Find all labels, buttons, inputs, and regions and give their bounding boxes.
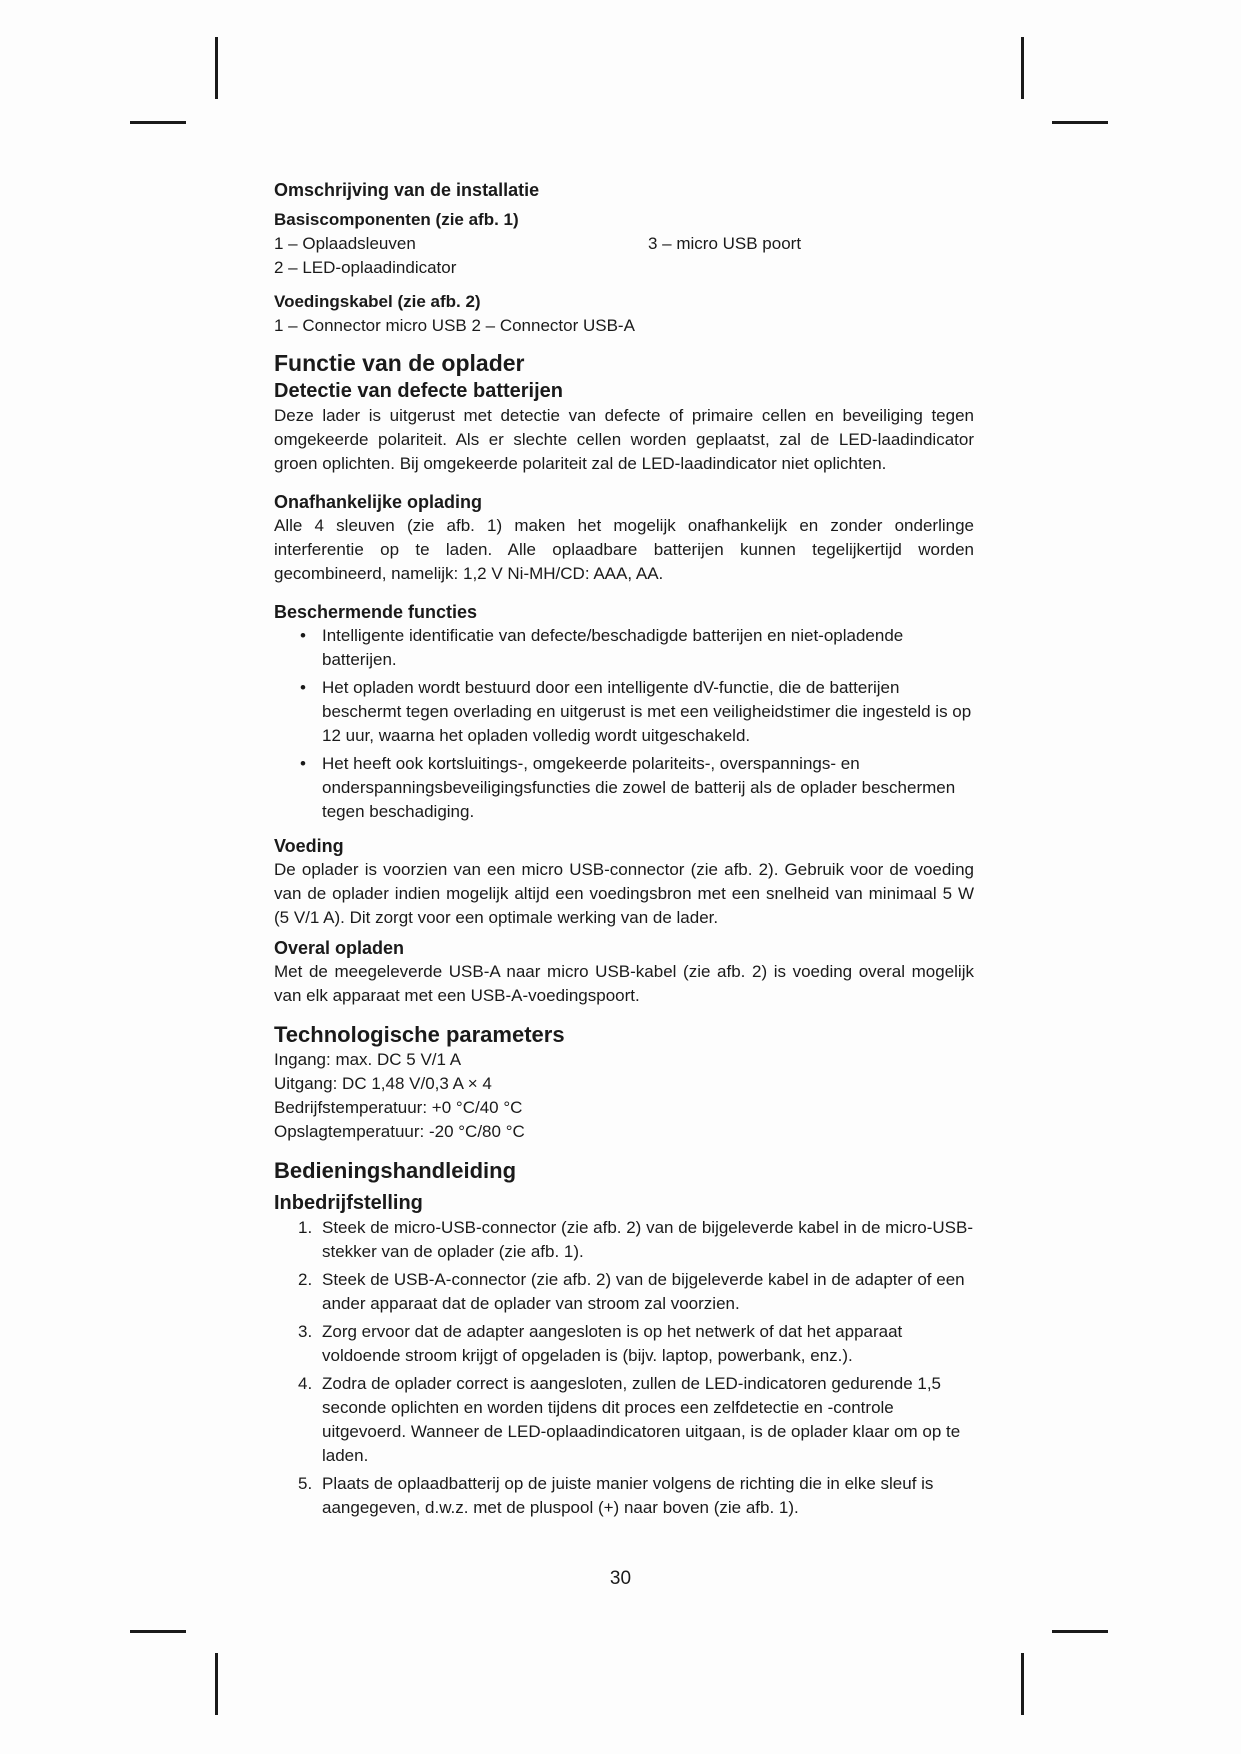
step-number: 5. (298, 1474, 313, 1493)
step-number: 2. (298, 1270, 313, 1289)
list-item: • Intelligente identificatie van defecte/beschadigde batterijen en niet-opladende batterijen. (300, 626, 904, 669)
crop-mark-top-left-vertical (215, 37, 218, 99)
power-text: De oplader is voorzien van een micro USB-connector (zie afb. 2). Gebruik voor de voeding van de oplader indien mogelijk altijd een voedingsbron met een snelheid van minimaal 5 W (5 V/1 A). Dit zorgt voor een optimale werking van de lader. (274, 860, 974, 927)
basic-components-heading: Basiscomponenten (zie afb. 1) (274, 210, 519, 229)
crop-mark-top-right-vertical (1021, 37, 1024, 99)
technical-input: Ingang: max. DC 5 V/1 A (274, 1050, 462, 1069)
startup-steps (274, 1216, 974, 1520)
basic-component-item: 3 – micro USB poort (648, 234, 802, 253)
step-number: 4. (298, 1374, 313, 1393)
list-item (298, 1268, 974, 1316)
bullet-icon: • (300, 754, 306, 773)
list-item: • Het heeft ook kortsluitings-, omgekeerde polariteits-, overspannings- en onderspanningsbeveiligingsfuncties die zowel de batterij als de oplader beschermen tegen beschadiging. (300, 754, 956, 821)
detection-text: Deze lader is uitgerust met detectie van defecte of primaire cellen en beveiliging tegen omgekeerde polariteit. Als er slechte cellen worden geplaatst, zal de LED-laadindicator groen oplichten. Bij omgekeerde polariteit zal de LED-laadindicator niet oplichten. (274, 406, 974, 473)
step-number: 3. (298, 1322, 313, 1341)
basic-component-item: 2 – LED-oplaadindicator (274, 258, 457, 277)
crop-mark-bottom-right-vertical (1021, 1653, 1024, 1715)
protective-heading: Beschermende functies (274, 602, 478, 622)
crop-mark-bottom-left-horizontal (130, 1630, 186, 1633)
crop-mark-top-left-horizontal (130, 121, 186, 124)
crop-mark-bottom-left-vertical (215, 1653, 218, 1715)
step-text: Plaats de oplaadbatterij op de juiste manier volgens de richting die in elke sleuf is aangegeven, d.w.z. met de pluspool (+) naar boven (zie afb. 1). (322, 1474, 934, 1517)
manual-title: Bedieningshandleiding (274, 1158, 517, 1183)
function-title: Functie van de oplader (274, 350, 525, 376)
basic-components-list (274, 232, 974, 280)
crop-mark-bottom-right-horizontal (1052, 1630, 1108, 1633)
technical-output: Uitgang: DC 1,48 V/0,3 A × 4 (274, 1074, 492, 1093)
basic-component-item: 1 – Oplaadsleuven (274, 234, 416, 253)
step-text: Zodra de oplader correct is aangesloten, zullen de LED-indicatoren gedurende 1,5 seconde oplichten en worden tijdens dit proces een zelfdetectie en -controle uitgevoerd. Wanneer de LED-oplaadindicatoren uitgaan, is de oplader klaar om op te laden. (322, 1374, 961, 1465)
protective-list (274, 624, 974, 824)
crop-mark-top-right-horizontal (1052, 121, 1108, 124)
list-item (298, 1320, 974, 1368)
installation-title: Omschrijving van de installatie (274, 180, 540, 200)
startup-heading: Inbedrijfstelling (274, 1192, 423, 1214)
power-heading: Voeding (274, 836, 344, 856)
bullet-icon: • (300, 678, 306, 697)
bullet-icon: • (300, 626, 306, 645)
power-cable-text: 1 – Connector micro USB 2 – Connector USB-A (274, 316, 635, 335)
independent-heading: Onafhankelijke oplading (274, 492, 483, 512)
step-number: 1. (298, 1218, 313, 1237)
technical-storage-temp: Opslagtemperatuur: -20 °C/80 °C (274, 1122, 525, 1141)
list-item (298, 1216, 974, 1264)
list-item: • Het opladen wordt bestuurd door een intelligente dV-functie, die de batterijen beschermt tegen overlading en uitgerust is met een veiligheidstimer die ingesteld is op 12 uur, waarna het opladen volledig wordt uitgeschakeld. (300, 678, 972, 745)
list-item (298, 1472, 974, 1520)
anywhere-heading: Overal opladen (274, 938, 405, 958)
detection-heading: Detectie van defecte batterijen (274, 380, 563, 402)
step-text: Steek de micro-USB-connector (zie afb. 2) van de bijgeleverde kabel in de micro-USB-stekker van de oplader (zie afb. 1). (322, 1218, 974, 1261)
power-cable-heading: Voedingskabel (zie afb. 2) (274, 292, 481, 311)
page-number: 30 (609, 1568, 632, 1589)
technical-title: Technologische parameters (274, 1022, 565, 1047)
page-content (274, 178, 974, 1524)
list-item (298, 1372, 974, 1468)
anywhere-text: Met de meegeleverde USB-A naar micro USB-kabel (zie afb. 2) is voeding overal mogelijk van elk apparaat met een USB-A-voedingspoort. (274, 962, 974, 1005)
step-text: Zorg ervoor dat de adapter aangesloten is op het netwerk of dat het apparaat voldoende stroom krijgt of opgeladen is (bijv. laptop, powerbank, enz.). (322, 1322, 903, 1365)
independent-text: Alle 4 sleuven (zie afb. 1) maken het mogelijk onafhankelijk en zonder onderlinge interferentie op te laden. Alle oplaadbare batterijen kunnen tegelijkertijd worden gecombineerd, namelijk: 1,2 V Ni-MH/CD: AAA, AA. (274, 516, 974, 583)
technical-operating-temp: Bedrijfstemperatuur: +0 °C/40 °C (274, 1098, 523, 1117)
step-text: Steek de USB-A-connector (zie afb. 2) van de bijgeleverde kabel in de adapter of een ander apparaat dat de oplader van stroom zal voorzien. (322, 1270, 965, 1313)
